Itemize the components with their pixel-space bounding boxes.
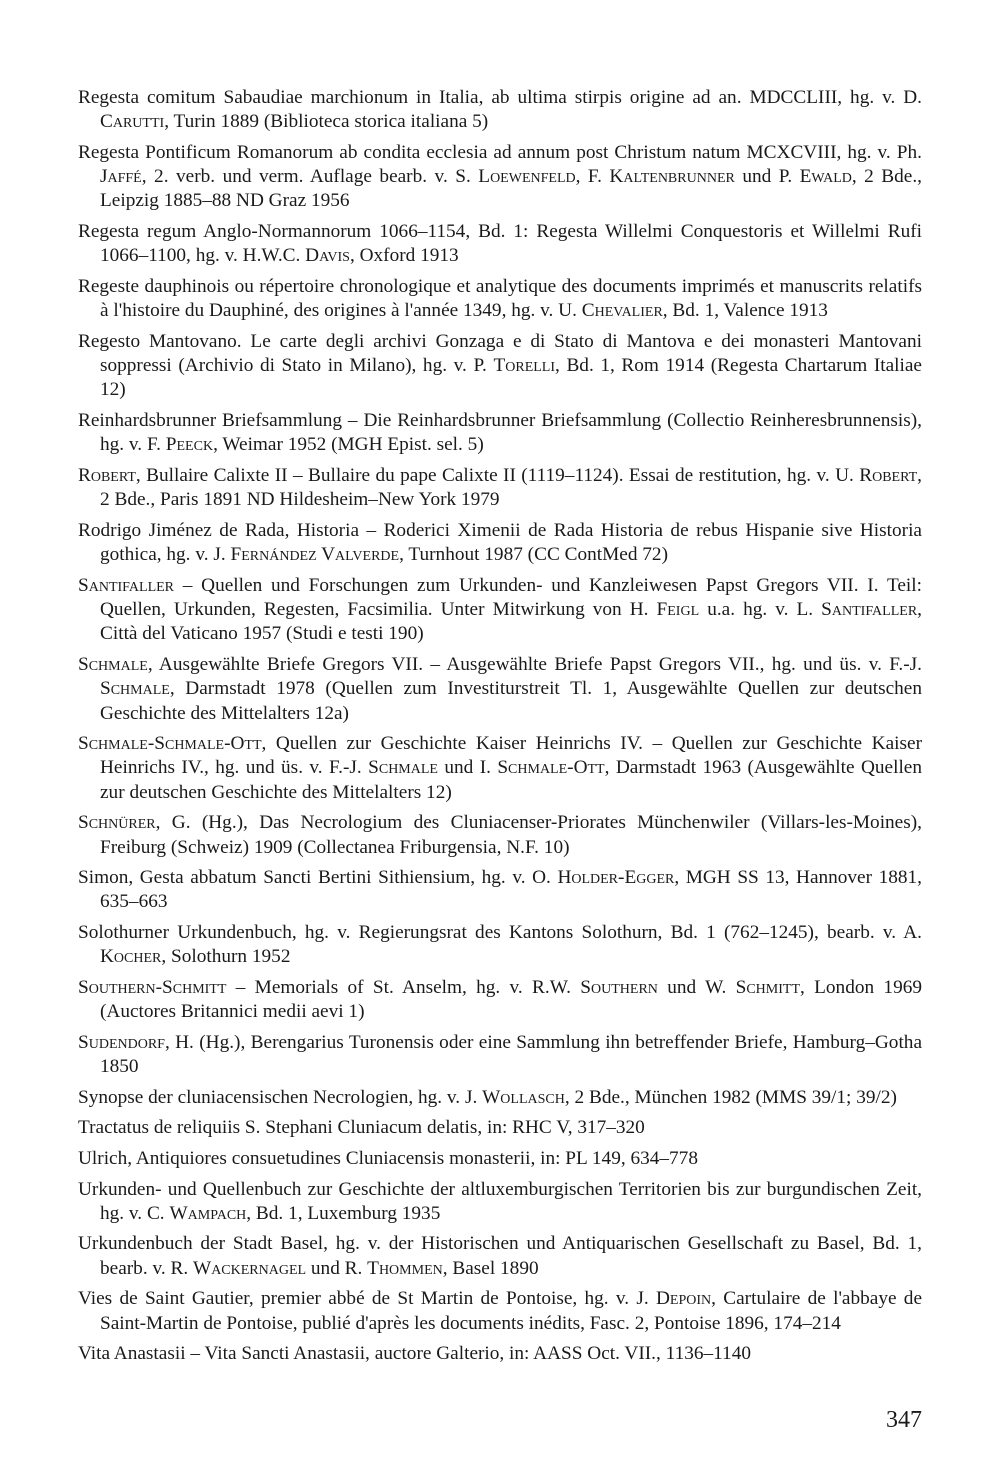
author-name: Carutti bbox=[100, 111, 165, 133]
author-name: Holder-Egger bbox=[557, 867, 675, 889]
entry-text: , London 1969 (Auctores Britannici medii aevi 1) bbox=[100, 976, 922, 1023]
entry-text: , 2 Bde., Paris 1891 ND Hildesheim–New York 1979 bbox=[100, 464, 922, 511]
entry-text: , 2. verb. und verm. Auflage bearb. v. S. bbox=[141, 166, 479, 188]
entry-text: , Turnhout 1987 (CC ContMed 72) bbox=[399, 544, 668, 566]
entry-text: , Ausgewählte Briefe Gregors VII. – Ausgewählte Briefe Papst Gregors VII., hg. und üs. v. F.-J. bbox=[147, 653, 922, 675]
author-name: Davis bbox=[305, 245, 350, 267]
entry-text: Solothurner Urkundenbuch, hg. v. Regierungsrat des Kantons Solothurn, Bd. 1 (762–1245), bearb. v. A. bbox=[78, 922, 922, 944]
bibliography-entry bbox=[78, 220, 922, 269]
entry-text: Regesta regum Anglo-Normannorum 1066–1154, Bd. 1: Regesta Willelmi Conquestoris et Willelmi Rufi 1066–1100, hg. v. H.W.C. bbox=[78, 221, 922, 267]
bibliography-entry bbox=[78, 1287, 922, 1336]
bibliography-entry bbox=[78, 519, 922, 568]
author-name: Chevalier bbox=[581, 300, 663, 322]
entry-text: Regesto Mantovano. Le carte degli archivi Gonzaga e di Stato di Mantova e dei monasteri Mantovani soppressi (Archivio di Stato in Milano), hg. v. P. bbox=[78, 330, 922, 377]
bibliography-list bbox=[78, 86, 922, 1373]
entry-text: Regeste dauphinois ou répertoire chronologique et analytique des documents imprimés et manuscrits relatifs à l'histoire du Dauphiné, des origines à l'année 1349, hg. v. U. bbox=[78, 275, 922, 322]
bibliography-entry bbox=[78, 1086, 922, 1110]
author-name: Schmale bbox=[100, 678, 170, 700]
entry-text: , Darmstadt 1978 (Quellen zum Investiturstreit Tl. 1, Ausgewählte Quellen zur deutschen Geschichte des Mittelalters 12a) bbox=[100, 678, 922, 724]
bibliography-entry bbox=[78, 141, 922, 214]
entry-text: , Bd. 1, Rom 1914 (Regesta Chartarum Italiae 12) bbox=[100, 355, 922, 401]
author-name: Jaffé bbox=[100, 166, 142, 188]
bibliography-entry bbox=[78, 976, 922, 1025]
author-name: Sudendorf bbox=[78, 1031, 165, 1053]
entry-text: Regesta comitum Sabaudiae marchionum in Italia, ab ultima stirpis origine ad an. MDCCLIII, hg. v. D. bbox=[78, 87, 922, 108]
entry-text: , 2 Bde., München 1982 (MMS 39/1; 39/2) bbox=[564, 1086, 897, 1108]
author-name: Depoin bbox=[656, 1288, 712, 1310]
bibliography-entry bbox=[78, 811, 922, 860]
entry-text: , Quellen zur Geschichte Kaiser Heinrichs IV. – Quellen zur Geschichte Kaiser Heinrichs IV., hg. und üs. v. F.-J. bbox=[100, 733, 922, 779]
entry-text: Rodrigo Jiménez de Rada, Historia – Roderici Ximenii de Rada Historia de rebus Hispanie sive Historia gothica, hg. v. J. bbox=[78, 519, 922, 566]
entry-text: , Weimar 1952 (MGH Epist. sel. 5) bbox=[213, 434, 484, 456]
bibliography-entry bbox=[78, 1031, 922, 1080]
entry-text: , Oxford 1913 bbox=[349, 245, 459, 267]
author-name: Santifaller bbox=[821, 599, 918, 621]
bibliography-entry bbox=[78, 330, 922, 403]
author-name: Wollasch bbox=[482, 1086, 565, 1108]
author-name: Kaltenbrunner bbox=[609, 166, 735, 188]
entry-text: – Memorials of St. Anselm, hg. v. R.W. bbox=[226, 976, 581, 998]
entry-text: Vies de Saint Gautier, premier abbé de St Martin de Pontoise, hg. v. J. bbox=[78, 1288, 656, 1310]
bibliography-entry bbox=[78, 574, 922, 647]
entry-text: Reinhardsbrunner Briefsammlung – Die Reinhardsbrunner Briefsammlung (Collectio Reinheresbrunnensis), hg. v. F. bbox=[78, 410, 922, 456]
entry-text: Vita Anastasii – Vita Sancti Anastasii, auctore Galterio, in: AASS Oct. VII., 1136–1140 bbox=[78, 1343, 751, 1365]
bibliography-entry bbox=[78, 653, 922, 726]
entry-text: , Darmstadt 1963 (Ausgewählte Quellen zur deutschen Geschichte des Mittelalters 12) bbox=[100, 757, 923, 803]
bibliography-entry bbox=[78, 409, 922, 458]
bibliography-entry bbox=[78, 464, 922, 513]
entry-text: – Quellen und Forschungen zum Urkunden- und Kanzleiwesen Papst Gregors VII. I. Teil: Quellen, Urkunden, Regesten, Facsimilia. Unter Mitwirkung von H. bbox=[100, 574, 922, 621]
author-name: Feigl bbox=[656, 599, 700, 621]
author-name: Southern bbox=[580, 976, 658, 998]
entry-text: Tractatus de reliquiis S. Stephani Cluniacum delatis, in: RHC V, 317–320 bbox=[78, 1117, 645, 1139]
entry-text: , Turin 1889 (Biblioteca storica italiana 5) bbox=[164, 111, 489, 133]
author-name: Fernández Valverde bbox=[230, 544, 400, 566]
entry-text: Urkundenbuch der Stadt Basel, hg. v. der Historischen und Antiquarischen Gesellschaft zu Basel, Bd. 1, bearb. v. R. bbox=[78, 1233, 922, 1279]
author-name: Schnürer bbox=[78, 812, 156, 834]
author-name: Schmitt bbox=[735, 976, 801, 998]
author-name: Santifaller bbox=[78, 574, 175, 596]
entry-text: Regesta Pontificum Romanorum ab condita ecclesia ad annum post Christum natum MCXCVIII, hg. v. Ph. bbox=[78, 141, 922, 163]
bibliography-entry bbox=[78, 866, 922, 915]
author-name: Peeck bbox=[165, 434, 214, 456]
bibliography-entry bbox=[78, 1147, 922, 1171]
entry-text: , H. (Hg.), Berengarius Turonensis oder eine Sammlung ihn betreffender Briefe, Hamburg–Gotha 1850 bbox=[100, 1031, 922, 1078]
entry-text: , Solothurn 1952 bbox=[161, 946, 291, 968]
entry-text: , Cartulaire de l'abbaye de Saint-Martin de Pontoise, publié d'après les documents inédits, Fasc. 2, Pontoise 1896, 174–214 bbox=[100, 1288, 923, 1334]
entry-text: und I. bbox=[437, 757, 498, 779]
bibliography-entry bbox=[78, 921, 922, 970]
entry-text: , Bd. 1, Luxemburg 1935 bbox=[246, 1202, 441, 1224]
entry-text: , 2 Bde., Leipzig 1885–88 ND Graz 1956 bbox=[100, 166, 922, 212]
bibliography-entry bbox=[78, 86, 922, 135]
author-name: Schmale bbox=[368, 757, 438, 779]
bibliography-entry bbox=[78, 1342, 922, 1366]
bibliography-entry bbox=[78, 1116, 922, 1140]
entry-text: , Bd. 1, Valence 1913 bbox=[662, 300, 828, 322]
entry-text: , Città del Vaticano 1957 (Studi e testi 190) bbox=[100, 599, 922, 645]
entry-text: und W. bbox=[657, 976, 736, 998]
entry-text: und R. bbox=[306, 1257, 368, 1279]
entry-text: , G. (Hg.), Das Necrologium des Cluniacenser-Priorates Münchenwiler (Villars-les-Moines), Freiburg (Schweiz) 1909 (Collectanea Friburgensia, N.F. 10) bbox=[100, 812, 922, 858]
entry-text: , Basel 1890 bbox=[442, 1257, 539, 1279]
author-name: Kocher bbox=[100, 946, 162, 968]
bibliography-entry bbox=[78, 732, 922, 805]
entry-text: Ulrich, Antiquiores consuetudines Cluniacensis monasterii, in: PL 149, 634–778 bbox=[78, 1147, 698, 1169]
author-name: Wackernagel bbox=[193, 1257, 307, 1279]
entry-text: , F. bbox=[575, 166, 610, 188]
bibliography-entry bbox=[78, 1232, 922, 1281]
author-name: Schmale-Ott bbox=[497, 757, 605, 779]
entry-text: u.a. hg. v. L. bbox=[699, 599, 822, 621]
author-name: Southern-Schmitt bbox=[78, 976, 227, 998]
entry-text: Urkunden- und Quellenbuch zur Geschichte der altluxemburgischen Territorien bis zur burgundischen Zeit, hg. v. C. bbox=[78, 1178, 922, 1224]
author-name: Robert bbox=[78, 464, 136, 486]
entry-text: und P. bbox=[734, 166, 800, 188]
entry-text: , MGH SS 13, Hannover 1881, 635–663 bbox=[100, 867, 923, 913]
author-name: Torelli bbox=[493, 355, 556, 377]
entry-text: Synopse der cluniacensischen Necrologien, hg. v. J. bbox=[78, 1086, 483, 1108]
author-name: Robert bbox=[859, 464, 918, 486]
author-name: Wampach bbox=[169, 1202, 247, 1224]
page-number: 347 bbox=[886, 1407, 922, 1433]
author-name: Thommen bbox=[367, 1257, 443, 1279]
bibliography-entry bbox=[78, 1178, 922, 1227]
author-name: Ewald bbox=[799, 166, 852, 188]
author-name: Schmale-Schmale-Ott bbox=[78, 733, 262, 755]
entry-text: Simon, Gesta abbatum Sancti Bertini Sithiensium, hg. v. O. bbox=[78, 867, 558, 889]
bibliography-entry bbox=[78, 275, 922, 324]
author-name: Loewenfeld bbox=[478, 166, 576, 188]
entry-text: , Bullaire Calixte II – Bullaire du pape Calixte II (1119–1124). Essai de restitution, hg. v. U. bbox=[135, 464, 860, 486]
author-name: Schmale bbox=[78, 653, 148, 675]
